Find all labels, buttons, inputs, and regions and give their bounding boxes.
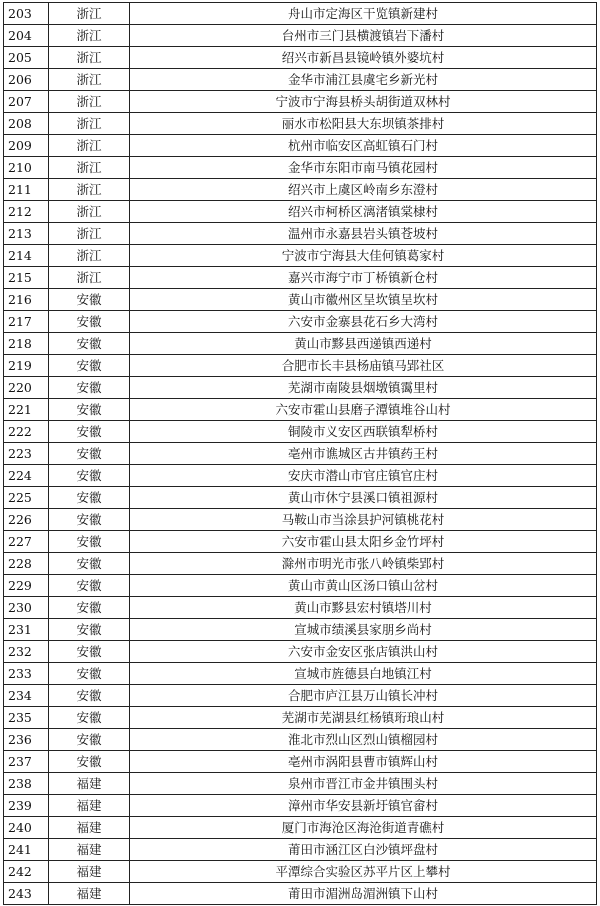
table-row [4, 729, 597, 751]
province-cell: 浙江 [49, 113, 130, 135]
row-number: 237 [4, 751, 49, 773]
province-cell: 安徽 [49, 377, 130, 399]
province-cell: 安徽 [49, 641, 130, 663]
village-name-cell: 六安市霍山县磨子潭镇堆谷山村 [130, 399, 597, 421]
row-number: 240 [4, 817, 49, 839]
table-row [4, 795, 597, 817]
province-cell: 浙江 [49, 3, 130, 25]
village-name-cell: 宣城市绩溪县家朋乡尚村 [130, 619, 597, 641]
row-number: 222 [4, 421, 49, 443]
table-row [4, 25, 597, 47]
province-cell: 浙江 [49, 47, 130, 69]
province-cell: 安徽 [49, 509, 130, 531]
province-cell: 安徽 [49, 575, 130, 597]
row-number: 213 [4, 223, 49, 245]
table-row [4, 531, 597, 553]
province-cell: 安徽 [49, 751, 130, 773]
village-name-cell: 黄山市徽州区呈坎镇呈坎村 [130, 289, 597, 311]
table-row [4, 861, 597, 883]
village-name-cell: 绍兴市柯桥区漓渚镇棠棣村 [130, 201, 597, 223]
table-row [4, 465, 597, 487]
village-name-cell: 芜湖市芜湖县红杨镇珩琅山村 [130, 707, 597, 729]
province-cell: 安徽 [49, 333, 130, 355]
village-name-cell: 漳州市华安县新圩镇官畲村 [130, 795, 597, 817]
row-number: 220 [4, 377, 49, 399]
table-row [4, 751, 597, 773]
village-name-cell: 黄山市休宁县溪口镇祖源村 [130, 487, 597, 509]
row-number: 214 [4, 245, 49, 267]
table-row [4, 839, 597, 861]
village-name-cell: 六安市金寨县花石乡大湾村 [130, 311, 597, 333]
village-name-cell: 杭州市临安区高虹镇石门村 [130, 135, 597, 157]
row-number: 212 [4, 201, 49, 223]
table-row [4, 685, 597, 707]
province-cell: 安徽 [49, 399, 130, 421]
province-cell: 安徽 [49, 289, 130, 311]
row-number: 224 [4, 465, 49, 487]
row-number: 229 [4, 575, 49, 597]
village-name-cell: 莆田市涵江区白沙镇坪盘村 [130, 839, 597, 861]
province-cell: 安徽 [49, 465, 130, 487]
province-cell: 浙江 [49, 25, 130, 47]
table-row [4, 245, 597, 267]
row-number: 243 [4, 883, 49, 905]
village-name-cell: 黄山市黟县西递镇西递村 [130, 333, 597, 355]
village-name-cell: 舟山市定海区干览镇新建村 [130, 3, 597, 25]
village-name-cell: 厦门市海沧区海沧街道青礁村 [130, 817, 597, 839]
table-row [4, 443, 597, 465]
village-name-cell: 宁波市宁海县大佳何镇葛家村 [130, 245, 597, 267]
province-cell: 安徽 [49, 421, 130, 443]
table-row [4, 575, 597, 597]
row-number: 232 [4, 641, 49, 663]
row-number: 239 [4, 795, 49, 817]
village-name-cell: 六安市金安区张店镇洪山村 [130, 641, 597, 663]
province-cell: 安徽 [49, 531, 130, 553]
row-number: 223 [4, 443, 49, 465]
village-name-cell: 绍兴市新昌县镜岭镇外婆坑村 [130, 47, 597, 69]
province-cell: 浙江 [49, 91, 130, 113]
village-name-cell: 丽水市松阳县大东坝镇茶排村 [130, 113, 597, 135]
row-number: 218 [4, 333, 49, 355]
table-row [4, 91, 597, 113]
province-cell: 浙江 [49, 223, 130, 245]
table-row [4, 355, 597, 377]
table-row [4, 553, 597, 575]
row-number: 233 [4, 663, 49, 685]
village-name-cell: 黄山市黟县宏村镇塔川村 [130, 597, 597, 619]
row-number: 221 [4, 399, 49, 421]
row-number: 235 [4, 707, 49, 729]
row-number: 209 [4, 135, 49, 157]
village-name-cell: 马鞍山市当涂县护河镇桃花村 [130, 509, 597, 531]
village-name-cell: 六安市霍山县太阳乡金竹坪村 [130, 531, 597, 553]
table-row [4, 883, 597, 905]
table-row [4, 157, 597, 179]
row-number: 230 [4, 597, 49, 619]
row-number: 217 [4, 311, 49, 333]
village-name-cell: 芜湖市南陵县烟墩镇霭里村 [130, 377, 597, 399]
village-name-cell: 金华市浦江县虞宅乡新光村 [130, 69, 597, 91]
table-row [4, 377, 597, 399]
table-row [4, 223, 597, 245]
village-name-cell: 嘉兴市海宁市丁桥镇新仓村 [130, 267, 597, 289]
village-list-table [3, 2, 597, 905]
row-number: 231 [4, 619, 49, 641]
village-name-cell: 绍兴市上虞区岭南乡东澄村 [130, 179, 597, 201]
row-number: 234 [4, 685, 49, 707]
village-name-cell: 黄山市黄山区汤口镇山岔村 [130, 575, 597, 597]
village-name-cell: 泉州市晋江市金井镇围头村 [130, 773, 597, 795]
row-number: 238 [4, 773, 49, 795]
province-cell: 浙江 [49, 157, 130, 179]
table-row [4, 707, 597, 729]
province-cell: 福建 [49, 817, 130, 839]
table-row [4, 113, 597, 135]
province-cell: 浙江 [49, 179, 130, 201]
row-number: 211 [4, 179, 49, 201]
row-number: 207 [4, 91, 49, 113]
village-name-cell: 安庆市潜山市官庄镇官庄村 [130, 465, 597, 487]
row-number: 225 [4, 487, 49, 509]
row-number: 219 [4, 355, 49, 377]
row-number: 241 [4, 839, 49, 861]
table-row [4, 509, 597, 531]
village-name-cell: 平潭综合实验区苏平片区上攀村 [130, 861, 597, 883]
province-cell: 安徽 [49, 707, 130, 729]
province-cell: 安徽 [49, 663, 130, 685]
village-list-body [4, 3, 597, 905]
row-number: 226 [4, 509, 49, 531]
province-cell: 浙江 [49, 245, 130, 267]
province-cell: 安徽 [49, 729, 130, 751]
row-number: 242 [4, 861, 49, 883]
village-name-cell: 亳州市谯城区古井镇药王村 [130, 443, 597, 465]
village-name-cell: 铜陵市义安区西联镇犁桥村 [130, 421, 597, 443]
table-row [4, 3, 597, 25]
province-cell: 安徽 [49, 355, 130, 377]
table-row [4, 487, 597, 509]
province-cell: 福建 [49, 839, 130, 861]
row-number: 203 [4, 3, 49, 25]
row-number: 210 [4, 157, 49, 179]
table-row [4, 773, 597, 795]
province-cell: 安徽 [49, 443, 130, 465]
table-row [4, 619, 597, 641]
province-cell: 安徽 [49, 597, 130, 619]
province-cell: 浙江 [49, 69, 130, 91]
table-row [4, 135, 597, 157]
row-number: 204 [4, 25, 49, 47]
table-row [4, 267, 597, 289]
village-name-cell: 滁州市明光市张八岭镇柴郢村 [130, 553, 597, 575]
table-row [4, 47, 597, 69]
row-number: 236 [4, 729, 49, 751]
province-cell: 安徽 [49, 553, 130, 575]
row-number: 216 [4, 289, 49, 311]
province-cell: 福建 [49, 883, 130, 905]
table-row [4, 399, 597, 421]
village-name-cell: 宁波市宁海县桥头胡街道双林村 [130, 91, 597, 113]
village-name-cell: 莆田市湄洲岛湄洲镇下山村 [130, 883, 597, 905]
province-cell: 浙江 [49, 267, 130, 289]
table-row [4, 311, 597, 333]
province-cell: 安徽 [49, 487, 130, 509]
table-row [4, 289, 597, 311]
table-row [4, 663, 597, 685]
province-cell: 安徽 [49, 685, 130, 707]
table-row [4, 333, 597, 355]
table-row [4, 817, 597, 839]
row-number: 205 [4, 47, 49, 69]
province-cell: 安徽 [49, 619, 130, 641]
village-name-cell: 亳州市涡阳县曹市镇辉山村 [130, 751, 597, 773]
province-cell: 福建 [49, 861, 130, 883]
province-cell: 福建 [49, 795, 130, 817]
village-name-cell: 合肥市庐江县万山镇长冲村 [130, 685, 597, 707]
row-number: 206 [4, 69, 49, 91]
row-number: 215 [4, 267, 49, 289]
province-cell: 安徽 [49, 311, 130, 333]
village-name-cell: 温州市永嘉县岩头镇苍坡村 [130, 223, 597, 245]
province-cell: 浙江 [49, 201, 130, 223]
village-name-cell: 淮北市烈山区烈山镇榴园村 [130, 729, 597, 751]
table-row [4, 421, 597, 443]
village-name-cell: 台州市三门县横渡镇岩下潘村 [130, 25, 597, 47]
village-name-cell: 金华市东阳市南马镇花园村 [130, 157, 597, 179]
table-row [4, 641, 597, 663]
village-name-cell: 合肥市长丰县杨庙镇马郢社区 [130, 355, 597, 377]
table-row [4, 597, 597, 619]
table-row [4, 69, 597, 91]
table-row [4, 179, 597, 201]
row-number: 227 [4, 531, 49, 553]
village-name-cell: 宣城市旌德县白地镇江村 [130, 663, 597, 685]
row-number: 228 [4, 553, 49, 575]
province-cell: 福建 [49, 773, 130, 795]
province-cell: 浙江 [49, 135, 130, 157]
row-number: 208 [4, 113, 49, 135]
table-row [4, 201, 597, 223]
